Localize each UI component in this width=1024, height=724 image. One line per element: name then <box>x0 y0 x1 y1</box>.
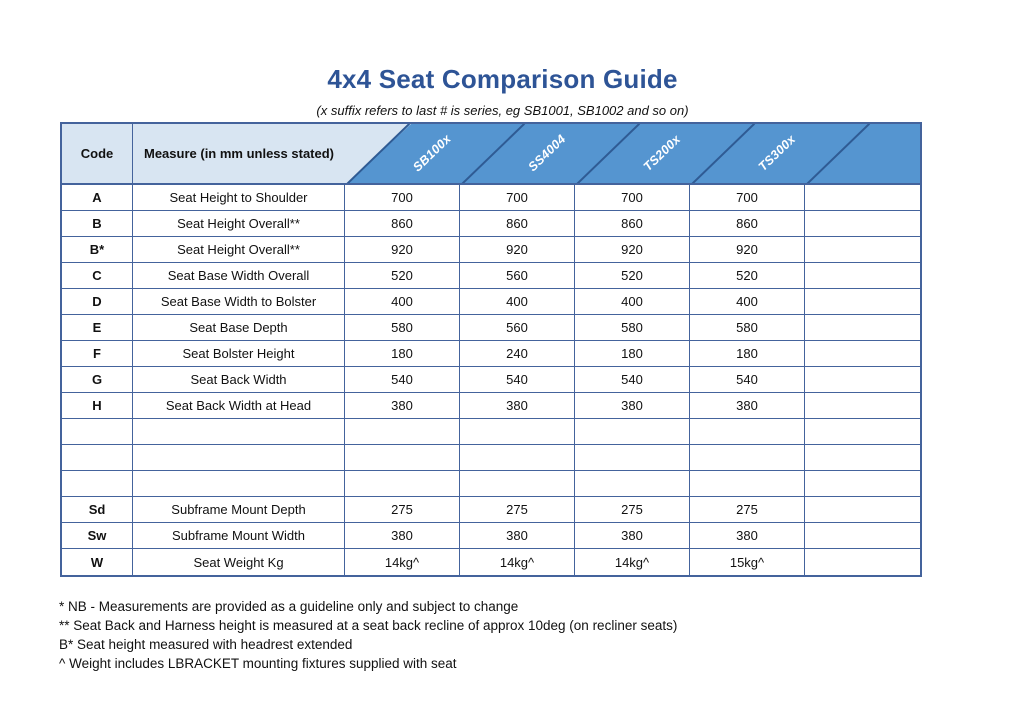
empty-cell <box>805 549 920 575</box>
footnote-line: B* Seat height measured with headrest extended <box>59 637 353 652</box>
value-cell: 700 <box>690 185 805 210</box>
empty-cell <box>805 211 920 236</box>
value-cell: 275 <box>345 497 460 522</box>
measure-cell: Seat Height Overall** <box>133 211 345 236</box>
value-cell <box>345 419 460 444</box>
code-cell: F <box>62 341 133 366</box>
code-cell: A <box>62 185 133 210</box>
value-cell: 400 <box>345 289 460 314</box>
code-cell: B* <box>62 237 133 262</box>
empty-cell <box>805 237 920 262</box>
table-row <box>62 341 920 367</box>
value-cell <box>690 419 805 444</box>
code-cell: Sw <box>62 523 133 548</box>
value-cell: 580 <box>690 315 805 340</box>
empty-cell <box>805 341 920 366</box>
value-cell <box>575 471 690 496</box>
measure-cell: Seat Base Width Overall <box>133 263 345 288</box>
empty-cell <box>805 523 920 548</box>
page-subtitle: (x suffix refers to last # is series, eg SB1001, SB1002 and so on) <box>316 103 689 118</box>
measure-cell: Seat Bolster Height <box>133 341 345 366</box>
code-cell: D <box>62 289 133 314</box>
value-cell: 920 <box>690 237 805 262</box>
page-title: 4x4 Seat Comparison Guide <box>327 64 678 94</box>
value-cell: 380 <box>460 393 575 418</box>
value-cell: 560 <box>460 315 575 340</box>
table-row <box>62 445 920 471</box>
value-cell: 400 <box>575 289 690 314</box>
product-header-ss4004: SS4004 <box>525 131 569 175</box>
value-cell: 540 <box>460 367 575 392</box>
value-cell: 700 <box>345 185 460 210</box>
table-row <box>62 289 920 315</box>
product-header-band <box>345 124 920 183</box>
value-cell: 275 <box>460 497 575 522</box>
code-cell: H <box>62 393 133 418</box>
code-cell <box>62 471 133 496</box>
empty-cell <box>805 289 920 314</box>
code-cell <box>62 445 133 470</box>
value-cell: 14kg^ <box>460 549 575 575</box>
value-cell: 380 <box>575 523 690 548</box>
product-header-sb100x: SB100x <box>410 131 454 175</box>
value-cell: 520 <box>690 263 805 288</box>
value-cell: 14kg^ <box>575 549 690 575</box>
table-row <box>62 523 920 549</box>
value-cell <box>575 445 690 470</box>
code-cell: C <box>62 263 133 288</box>
code-cell: E <box>62 315 133 340</box>
value-cell <box>345 471 460 496</box>
value-cell: 520 <box>345 263 460 288</box>
value-cell: 400 <box>460 289 575 314</box>
measure-cell <box>133 419 345 444</box>
value-cell <box>690 471 805 496</box>
measure-cell: Seat Base Width to Bolster <box>133 289 345 314</box>
table-row <box>62 315 920 341</box>
footnote-line: ^ Weight includes LBRACKET mounting fixtures supplied with seat <box>59 656 457 671</box>
code-cell: W <box>62 549 133 575</box>
value-cell <box>690 445 805 470</box>
table-row <box>62 471 920 497</box>
table-row <box>62 185 920 211</box>
value-cell: 920 <box>575 237 690 262</box>
value-cell: 275 <box>575 497 690 522</box>
value-cell <box>345 445 460 470</box>
measure-cell <box>133 471 345 496</box>
value-cell: 380 <box>460 523 575 548</box>
value-cell: 580 <box>575 315 690 340</box>
value-cell: 520 <box>575 263 690 288</box>
measure-cell: Subframe Mount Depth <box>133 497 345 522</box>
product-header-ts300x: TS300x <box>755 132 799 174</box>
table-row <box>62 393 920 419</box>
value-cell: 240 <box>460 341 575 366</box>
code-cell: B <box>62 211 133 236</box>
empty-cell <box>805 263 920 288</box>
code-cell: G <box>62 367 133 392</box>
measure-cell <box>133 445 345 470</box>
value-cell: 920 <box>345 237 460 262</box>
measure-cell: Seat Back Width <box>133 367 345 392</box>
footnotes-block <box>59 597 677 673</box>
diagonal-divider <box>804 124 870 183</box>
value-cell: 860 <box>690 211 805 236</box>
value-cell: 540 <box>575 367 690 392</box>
comparison-table <box>60 122 922 577</box>
measure-cell: Subframe Mount Width <box>133 523 345 548</box>
value-cell: 14kg^ <box>345 549 460 575</box>
value-cell: 275 <box>690 497 805 522</box>
code-cell: Sd <box>62 497 133 522</box>
empty-cell <box>805 185 920 210</box>
value-cell: 380 <box>690 523 805 548</box>
table-row <box>62 211 920 237</box>
table-row <box>62 367 920 393</box>
empty-cell <box>805 315 920 340</box>
value-cell: 180 <box>690 341 805 366</box>
value-cell: 580 <box>345 315 460 340</box>
value-cell: 860 <box>345 211 460 236</box>
value-cell: 920 <box>460 237 575 262</box>
column-header-measure: Measure (in mm unless stated) <box>133 124 345 183</box>
value-cell: 180 <box>575 341 690 366</box>
column-header-code: Code <box>62 124 133 183</box>
footnote-line: * NB - Measurements are provided as a guideline only and subject to change <box>59 599 519 614</box>
measure-cell: Seat Base Depth <box>133 315 345 340</box>
table-row <box>62 497 920 523</box>
measure-cell: Seat Back Width at Head <box>133 393 345 418</box>
value-cell: 380 <box>345 523 460 548</box>
product-header-ts200x: TS200x <box>640 132 684 174</box>
empty-cell <box>805 471 920 496</box>
table-row <box>62 263 920 289</box>
value-cell: 560 <box>460 263 575 288</box>
value-cell: 15kg^ <box>690 549 805 575</box>
measure-cell: Seat Height to Shoulder <box>133 185 345 210</box>
code-cell <box>62 419 133 444</box>
value-cell: 180 <box>345 341 460 366</box>
value-cell: 380 <box>575 393 690 418</box>
footnote-line: ** Seat Back and Harness height is measured at a seat back recline of approx 10deg (on recliner seats) <box>59 618 678 633</box>
value-cell <box>575 419 690 444</box>
value-cell <box>460 419 575 444</box>
measure-cell: Seat Height Overall** <box>133 237 345 262</box>
empty-cell <box>805 367 920 392</box>
value-cell: 380 <box>690 393 805 418</box>
empty-cell <box>805 445 920 470</box>
value-cell: 540 <box>345 367 460 392</box>
empty-cell <box>805 393 920 418</box>
value-cell: 380 <box>345 393 460 418</box>
value-cell: 700 <box>575 185 690 210</box>
table-row <box>62 419 920 445</box>
value-cell: 540 <box>690 367 805 392</box>
table-header-row <box>62 124 920 185</box>
table-row <box>62 549 920 575</box>
empty-cell <box>805 497 920 522</box>
value-cell: 860 <box>575 211 690 236</box>
table-row <box>62 237 920 263</box>
value-cell: 400 <box>690 289 805 314</box>
empty-cell <box>805 419 920 444</box>
value-cell <box>460 445 575 470</box>
measure-cell: Seat Weight Kg <box>133 549 345 575</box>
value-cell <box>460 471 575 496</box>
value-cell: 860 <box>460 211 575 236</box>
value-cell: 700 <box>460 185 575 210</box>
